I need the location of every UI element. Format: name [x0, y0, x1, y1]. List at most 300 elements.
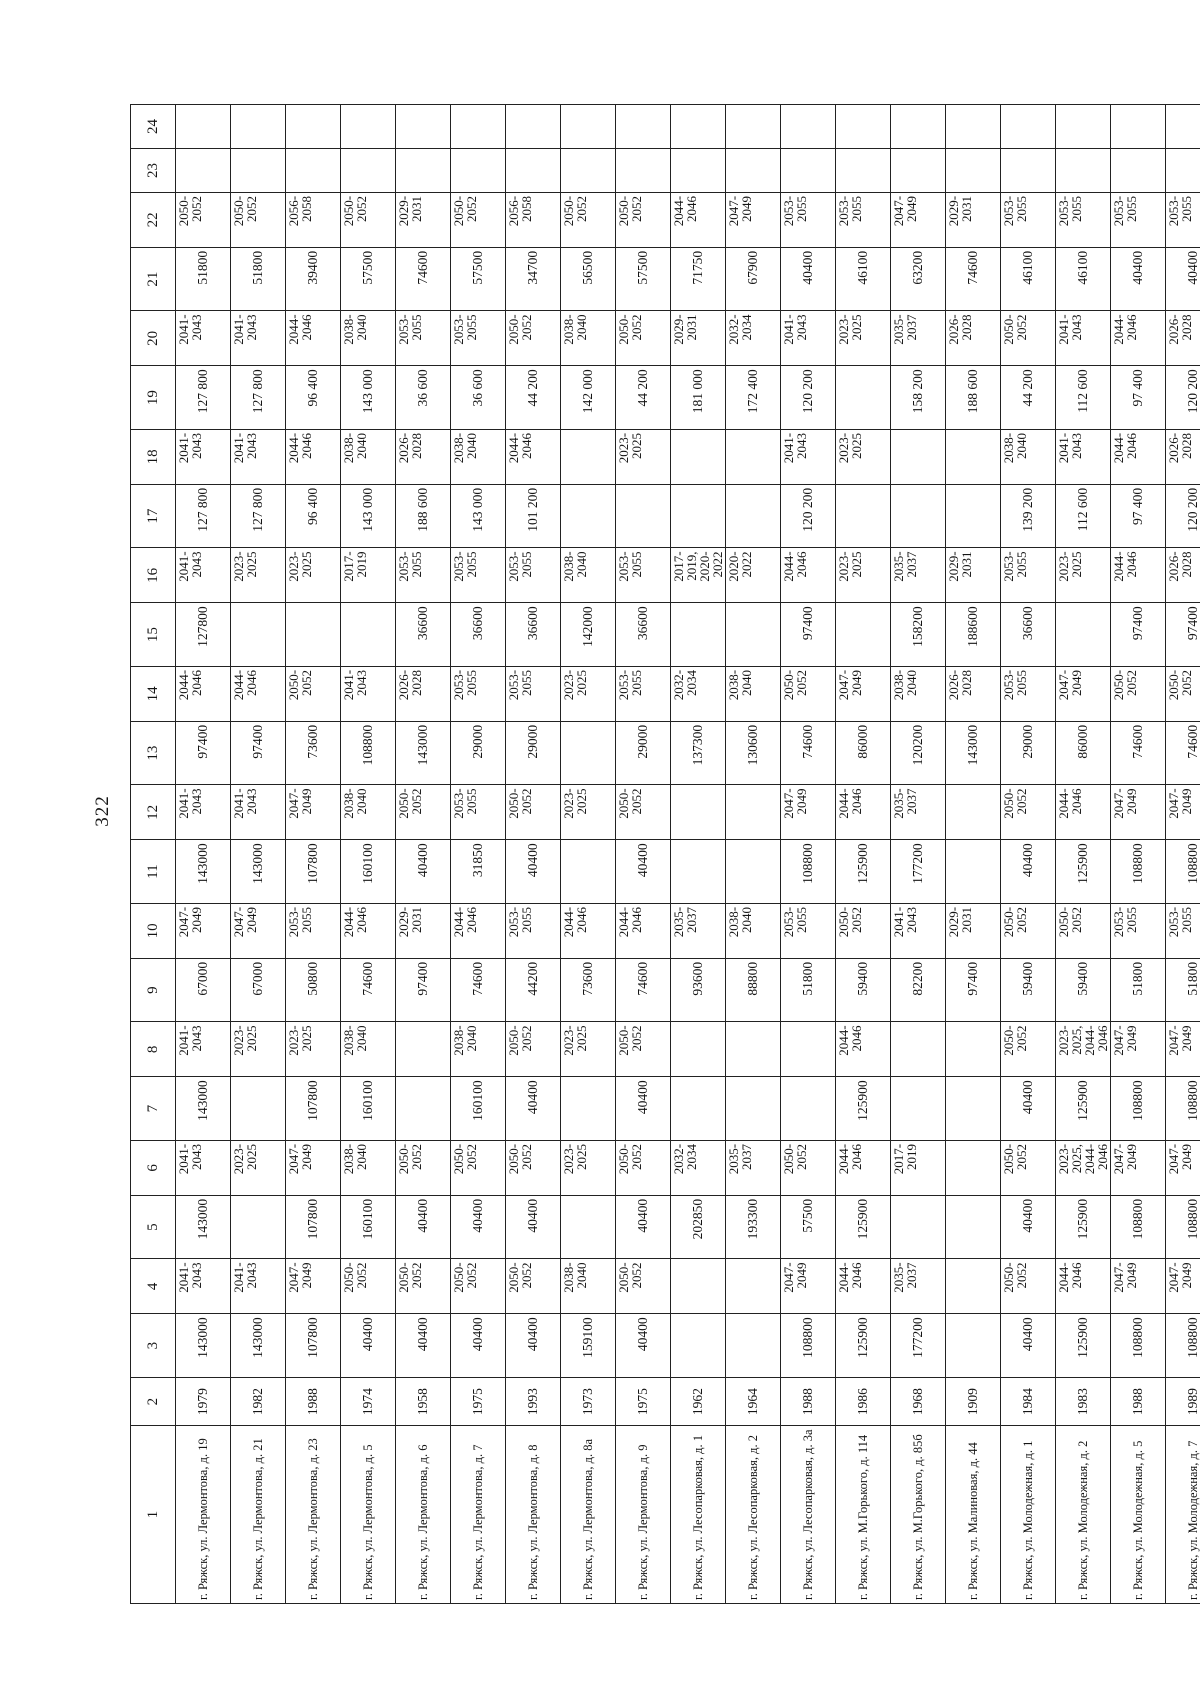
period-cell: 2038-2040: [726, 903, 781, 958]
value-cell: 202850: [671, 1195, 726, 1259]
period-cell: 2044-2046: [1111, 548, 1166, 603]
period-cell: 2050-2052: [1001, 1259, 1056, 1314]
value-cell: [836, 484, 891, 548]
value-cell: 93600: [671, 958, 726, 1022]
value-cell: 67000: [176, 958, 231, 1022]
period-cell: 2050-2052: [616, 192, 671, 247]
value-cell: [726, 840, 781, 904]
value-cell: [396, 1077, 451, 1141]
value-cell: 59400: [836, 958, 891, 1022]
period-cell: 2041-2043: [176, 429, 231, 484]
period-cell: [671, 429, 726, 484]
column-header-10: 10: [131, 903, 176, 958]
value-cell: 40400: [506, 1195, 561, 1259]
period-cell: 2047-2049: [836, 666, 891, 721]
value-cell: 125900: [836, 840, 891, 904]
period-cell: 2035-2037: [891, 1259, 946, 1314]
column-header-15: 15: [131, 603, 176, 667]
value-cell: 160100: [341, 840, 396, 904]
value-cell: 36 600: [451, 366, 506, 430]
year-cell: 1975: [451, 1377, 506, 1425]
column-header-8: 8: [131, 1022, 176, 1077]
period-cell: 2044-2046: [506, 429, 561, 484]
value-cell: 51800: [781, 958, 836, 1022]
period-cell: [946, 429, 1001, 484]
value-cell: 125900: [836, 1314, 891, 1378]
period-cell: 2044-2046: [176, 666, 231, 721]
value-cell: 120 200: [781, 366, 836, 430]
period-cell: 2050-2052: [451, 192, 506, 247]
value-cell: [726, 105, 781, 149]
value-cell: [671, 149, 726, 193]
address-cell: г. Ряжск, ул. Молодежная, д. 5: [1111, 1426, 1166, 1604]
year-cell: 1988: [1111, 1377, 1166, 1425]
value-cell: [946, 1314, 1001, 1378]
period-cell: [671, 1259, 726, 1314]
period-cell: 2041-2043: [176, 1022, 231, 1077]
housing-register: [130, 104, 1200, 1604]
period-cell: 2053-2055: [451, 785, 506, 840]
period-cell: 2044-2046: [1056, 1259, 1111, 1314]
table-row: [231, 105, 286, 1604]
value-cell: 143000: [396, 721, 451, 785]
address-cell: г. Ряжск, ул. Лесопарковая, д. 3а: [781, 1426, 836, 1604]
address-cell: г. Ряжск, ул. Лесопарковая, д. 1: [671, 1426, 726, 1604]
value-cell: [616, 149, 671, 193]
table-row: [1111, 105, 1166, 1604]
value-cell: 40400: [616, 1077, 671, 1141]
repair-schedule-table: [130, 104, 1200, 1604]
table-row: [1056, 105, 1111, 1604]
value-cell: 127 800: [176, 484, 231, 548]
period-cell: [726, 429, 781, 484]
value-cell: 108800: [1111, 1077, 1166, 1141]
period-cell: 2023-2025: [561, 1022, 616, 1077]
value-cell: [341, 105, 396, 149]
value-cell: 44 200: [616, 366, 671, 430]
value-cell: 188 600: [396, 484, 451, 548]
address-cell: г. Ряжск, ул. Лесопарковая, д. 2: [726, 1426, 781, 1604]
value-cell: [176, 105, 231, 149]
value-cell: [891, 149, 946, 193]
period-cell: 2050-2052: [396, 1259, 451, 1314]
year-cell: 1982: [231, 1377, 286, 1425]
address-cell: г. Ряжск, ул. Лермонтова, д. 21: [231, 1426, 286, 1604]
value-cell: [671, 603, 726, 667]
period-cell: 2050-2052: [1001, 785, 1056, 840]
value-cell: 88800: [726, 958, 781, 1022]
year-cell: 1964: [726, 1377, 781, 1425]
value-cell: 74600: [1111, 721, 1166, 785]
period-cell: 2041-2043: [231, 1259, 286, 1314]
value-cell: [1001, 105, 1056, 149]
value-cell: 125900: [1056, 1077, 1111, 1141]
value-cell: [286, 603, 341, 667]
period-cell: 2029-2031: [946, 903, 1001, 958]
period-cell: 2038-2040: [561, 1259, 616, 1314]
table-row: [396, 105, 451, 1604]
value-cell: 29000: [451, 721, 506, 785]
value-cell: [561, 721, 616, 785]
period-cell: 2029-2031: [396, 903, 451, 958]
table-row: [341, 105, 396, 1604]
period-cell: 2050-2052: [836, 903, 891, 958]
address-cell: г. Ряжск, ул. Малиновая, д. 44: [946, 1426, 1001, 1604]
value-cell: [561, 840, 616, 904]
value-cell: 143 000: [341, 484, 396, 548]
value-cell: [891, 484, 946, 548]
value-cell: [946, 840, 1001, 904]
value-cell: [506, 105, 561, 149]
period-cell: 2026-2028: [1166, 311, 1200, 366]
value-cell: [561, 105, 616, 149]
period-cell: 2041-2043: [176, 785, 231, 840]
value-cell: 172 400: [726, 366, 781, 430]
value-cell: 107800: [286, 1077, 341, 1141]
value-cell: [396, 105, 451, 149]
value-cell: 40400: [341, 1314, 396, 1378]
period-cell: 2041-2043: [176, 311, 231, 366]
period-cell: 2023-2025: [231, 1140, 286, 1195]
value-cell: 51800: [1166, 958, 1200, 1022]
value-cell: [561, 1077, 616, 1141]
value-cell: 177200: [891, 1314, 946, 1378]
period-cell: 2038-2040: [561, 548, 616, 603]
table-row: [891, 105, 946, 1604]
period-cell: 2044-2046: [671, 192, 726, 247]
value-cell: 36600: [451, 603, 506, 667]
year-cell: 1909: [946, 1377, 1001, 1425]
value-cell: 142 000: [561, 366, 616, 430]
period-cell: 2038-2040: [561, 311, 616, 366]
period-cell: 2044-2046: [286, 311, 341, 366]
period-cell: 2047-2049: [286, 1140, 341, 1195]
period-cell: 2035-2037: [726, 1140, 781, 1195]
value-cell: 63200: [891, 247, 946, 311]
column-header-22: 22: [131, 192, 176, 247]
table-row: [781, 105, 836, 1604]
column-number-row: [131, 105, 176, 1604]
period-cell: 2026-2028: [1166, 548, 1200, 603]
year-cell: 1988: [286, 1377, 341, 1425]
period-cell: 2050-2052: [616, 1140, 671, 1195]
value-cell: 125900: [836, 1195, 891, 1259]
value-cell: 96 400: [286, 366, 341, 430]
value-cell: 120 200: [781, 484, 836, 548]
value-cell: 193300: [726, 1195, 781, 1259]
value-cell: [726, 603, 781, 667]
address-cell: г. Ряжск, ул. Лермонтова, д. 9: [616, 1426, 671, 1604]
value-cell: 108800: [1166, 1195, 1200, 1259]
value-cell: 40400: [1001, 1195, 1056, 1259]
value-cell: [616, 105, 671, 149]
period-cell: 2053-2055: [781, 903, 836, 958]
period-cell: 2053-2055: [616, 548, 671, 603]
value-cell: 40400: [1001, 840, 1056, 904]
value-cell: 112 600: [1056, 484, 1111, 548]
period-cell: 2044-2046: [836, 785, 891, 840]
period-cell: 2044-2046: [451, 903, 506, 958]
value-cell: 40400: [616, 1195, 671, 1259]
column-header-4: 4: [131, 1259, 176, 1314]
period-cell: 2038-2040: [726, 666, 781, 721]
address-cell: г. Ряжск, ул. Лермонтова, д. 7: [451, 1426, 506, 1604]
value-cell: 97400: [231, 721, 286, 785]
period-cell: 2047-2049: [726, 192, 781, 247]
period-cell: [396, 1022, 451, 1077]
period-cell: 2041-2043: [176, 1259, 231, 1314]
column-header-17: 17: [131, 484, 176, 548]
value-cell: [671, 105, 726, 149]
value-cell: 40400: [616, 840, 671, 904]
column-header-23: 23: [131, 149, 176, 193]
address-cell: г. Ряжск, ул. Лермонтова, д. 5: [341, 1426, 396, 1604]
period-cell: 2053-2055: [836, 192, 891, 247]
period-cell: [781, 1022, 836, 1077]
period-cell: 2038-2040: [891, 666, 946, 721]
address-cell: г. Ряжск, ул. Лермонтова, д. 23: [286, 1426, 341, 1604]
period-cell: 2047-2049: [1166, 1022, 1200, 1077]
period-cell: 2035-2037: [891, 548, 946, 603]
column-header-19: 19: [131, 366, 176, 430]
column-header-12: 12: [131, 785, 176, 840]
value-cell: 59400: [1001, 958, 1056, 1022]
period-cell: 2044-2046: [231, 666, 286, 721]
value-cell: [781, 105, 836, 149]
value-cell: 51800: [231, 247, 286, 311]
period-cell: 2053-2055: [286, 903, 341, 958]
value-cell: 56500: [561, 247, 616, 311]
period-cell: [726, 785, 781, 840]
table-row: [506, 105, 561, 1604]
value-cell: 74600: [616, 958, 671, 1022]
value-cell: 86000: [1056, 721, 1111, 785]
value-cell: [341, 603, 396, 667]
value-cell: 127 800: [231, 484, 286, 548]
period-cell: 2023-2025: [616, 429, 671, 484]
year-cell: 1962: [671, 1377, 726, 1425]
value-cell: 67900: [726, 247, 781, 311]
period-cell: 2050-2052: [506, 1259, 561, 1314]
value-cell: 143 000: [451, 484, 506, 548]
value-cell: [396, 149, 451, 193]
value-cell: [946, 105, 1001, 149]
value-cell: [726, 149, 781, 193]
value-cell: [451, 149, 506, 193]
period-cell: 2044-2046: [836, 1022, 891, 1077]
value-cell: 97400: [396, 958, 451, 1022]
period-cell: 2032-2034: [671, 666, 726, 721]
period-cell: 2053-2055: [1111, 192, 1166, 247]
value-cell: 101 200: [506, 484, 561, 548]
value-cell: 139 200: [1001, 484, 1056, 548]
period-cell: 2020-2022: [726, 548, 781, 603]
value-cell: [1111, 105, 1166, 149]
period-cell: 2050-2052: [1111, 666, 1166, 721]
period-cell: 2047-2049: [891, 192, 946, 247]
value-cell: [616, 484, 671, 548]
value-cell: 160100: [341, 1077, 396, 1141]
value-cell: 36600: [396, 603, 451, 667]
value-cell: 108800: [781, 840, 836, 904]
value-cell: [946, 484, 1001, 548]
address-cell: г. Ряжск, ул. Молодежная, д. 2: [1056, 1426, 1111, 1604]
period-cell: 2056-2058: [506, 192, 561, 247]
value-cell: 40400: [451, 1195, 506, 1259]
value-cell: 29000: [1001, 721, 1056, 785]
period-cell: 2050-2052: [781, 1140, 836, 1195]
period-cell: 2023-2025: [561, 785, 616, 840]
value-cell: 143000: [231, 1314, 286, 1378]
period-cell: 2041-2043: [231, 311, 286, 366]
column-header-6: 6: [131, 1140, 176, 1195]
period-cell: 2023-2025: [561, 1140, 616, 1195]
period-cell: 2038-2040: [341, 311, 396, 366]
period-cell: 2047-2049: [1111, 785, 1166, 840]
column-header-7: 7: [131, 1077, 176, 1141]
year-cell: 1973: [561, 1377, 616, 1425]
period-cell: [946, 785, 1001, 840]
value-cell: 177200: [891, 840, 946, 904]
period-cell: 2038-2040: [341, 1022, 396, 1077]
period-cell: [561, 429, 616, 484]
value-cell: 74600: [451, 958, 506, 1022]
value-cell: 143000: [176, 1314, 231, 1378]
value-cell: [341, 149, 396, 193]
value-cell: [1001, 149, 1056, 193]
period-cell: [891, 429, 946, 484]
value-cell: [726, 1314, 781, 1378]
value-cell: 97400: [946, 958, 1001, 1022]
value-cell: 74600: [781, 721, 836, 785]
value-cell: 143 000: [341, 366, 396, 430]
table-row: [176, 105, 231, 1604]
period-cell: [891, 1022, 946, 1077]
period-cell: 2053-2055: [1111, 903, 1166, 958]
period-cell: 2026-2028: [396, 666, 451, 721]
period-cell: 2023-2025: [836, 548, 891, 603]
period-cell: 2050-2052: [616, 1259, 671, 1314]
value-cell: [781, 149, 836, 193]
value-cell: 39400: [286, 247, 341, 311]
period-cell: 2047-2049: [1111, 1140, 1166, 1195]
value-cell: 108800: [1166, 1077, 1200, 1141]
value-cell: 159100: [561, 1314, 616, 1378]
value-cell: [1166, 105, 1200, 149]
value-cell: 51800: [1111, 958, 1166, 1022]
table-row: [451, 105, 506, 1604]
period-cell: 2023-2025, 2044-2046: [1056, 1022, 1111, 1077]
value-cell: 40400: [1111, 247, 1166, 311]
table-body: [176, 105, 1200, 1604]
value-cell: 127800: [176, 603, 231, 667]
period-cell: [946, 1259, 1001, 1314]
period-cell: 2050-2052: [1001, 311, 1056, 366]
period-cell: 2026-2028: [946, 311, 1001, 366]
value-cell: [231, 603, 286, 667]
value-cell: [1056, 149, 1111, 193]
period-cell: 2041-2043: [781, 311, 836, 366]
value-cell: 125900: [1056, 840, 1111, 904]
value-cell: [1056, 603, 1111, 667]
table-row: [726, 105, 781, 1604]
period-cell: 2047-2049: [1111, 1259, 1166, 1314]
period-cell: 2053-2055: [1056, 192, 1111, 247]
period-cell: 2041-2043: [231, 785, 286, 840]
period-cell: 2053-2055: [506, 903, 561, 958]
value-cell: 108800: [1111, 1195, 1166, 1259]
value-cell: 40400: [396, 1195, 451, 1259]
value-cell: 29000: [616, 721, 671, 785]
column-header-18: 18: [131, 429, 176, 484]
column-header-5: 5: [131, 1195, 176, 1259]
value-cell: [946, 149, 1001, 193]
period-cell: 2050-2052: [561, 192, 616, 247]
address-cell: г. Ряжск, ул. Лермонтова, д. 8: [506, 1426, 561, 1604]
value-cell: 36600: [1001, 603, 1056, 667]
period-cell: 2044-2046: [1111, 429, 1166, 484]
value-cell: 40400: [1001, 1077, 1056, 1141]
period-cell: 2044-2046: [1111, 311, 1166, 366]
year-cell: 1975: [616, 1377, 671, 1425]
period-cell: 2047-2049: [781, 1259, 836, 1314]
period-cell: 2026-2028: [946, 666, 1001, 721]
year-cell: 1958: [396, 1377, 451, 1425]
address-cell: г. Ряжск, ул. Молодежная, д. 1: [1001, 1426, 1056, 1604]
table-row: [1001, 105, 1056, 1604]
value-cell: [891, 1077, 946, 1141]
period-cell: 2029-2031: [396, 192, 451, 247]
value-cell: 40400: [506, 1077, 561, 1141]
period-cell: 2050-2052: [231, 192, 286, 247]
column-header-11: 11: [131, 840, 176, 904]
period-cell: 2050-2052: [1001, 1022, 1056, 1077]
period-cell: 2026-2028: [1166, 429, 1200, 484]
value-cell: 112 600: [1056, 366, 1111, 430]
period-cell: 2029-2031: [671, 311, 726, 366]
period-cell: 2032-2034: [726, 311, 781, 366]
period-cell: 2053-2055: [451, 548, 506, 603]
period-cell: 2050-2052: [451, 1140, 506, 1195]
value-cell: 188600: [946, 603, 1001, 667]
period-cell: 2041-2043: [1056, 429, 1111, 484]
period-cell: 2038-2040: [341, 429, 396, 484]
period-cell: 2038-2040: [451, 429, 506, 484]
period-cell: 2041-2043: [231, 429, 286, 484]
period-cell: 2050-2052: [451, 1259, 506, 1314]
value-cell: 29000: [506, 721, 561, 785]
period-cell: 2053-2055: [506, 666, 561, 721]
value-cell: [891, 105, 946, 149]
value-cell: 51800: [176, 247, 231, 311]
value-cell: 74600: [341, 958, 396, 1022]
value-cell: 36600: [616, 603, 671, 667]
value-cell: [1166, 149, 1200, 193]
period-cell: 2050-2052: [1056, 903, 1111, 958]
value-cell: 40400: [616, 1314, 671, 1378]
period-cell: 2053-2055: [1001, 548, 1056, 603]
value-cell: 160100: [341, 1195, 396, 1259]
value-cell: 40400: [396, 1314, 451, 1378]
value-cell: 57500: [616, 247, 671, 311]
value-cell: 125900: [836, 1077, 891, 1141]
value-cell: [561, 149, 616, 193]
table-row: [616, 105, 671, 1604]
table-row: [286, 105, 341, 1604]
period-cell: 2041-2043: [891, 903, 946, 958]
column-header-20: 20: [131, 311, 176, 366]
value-cell: 86000: [836, 721, 891, 785]
